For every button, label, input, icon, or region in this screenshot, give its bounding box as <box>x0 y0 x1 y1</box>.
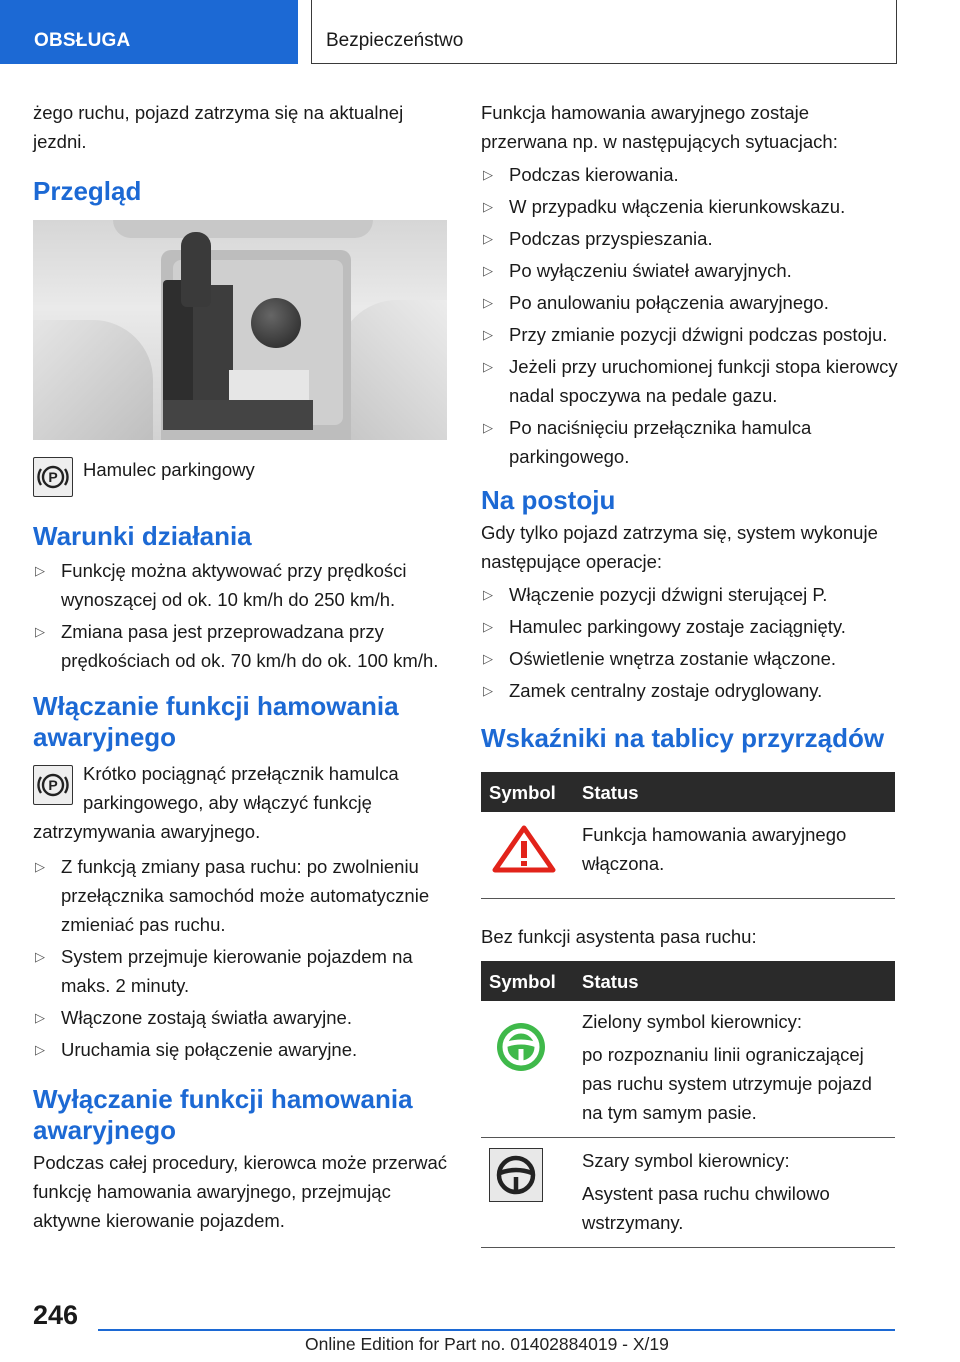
section-label: OBSŁUGA <box>34 30 131 51</box>
list-item: ▷ Z funkcją zmiany pasa ruchu: po zwolnieniu przełącznika samochód może automatycznie zmieniać pas ruchu. <box>33 852 451 939</box>
triangle-right-icon: ▷ <box>35 563 45 578</box>
status-cell <box>582 1138 895 1248</box>
status-line-2: Asystent pasa ruchu chwilowo wstrzymany. <box>582 1183 830 1233</box>
status-header: Status <box>582 772 895 812</box>
warning-triangle-icon <box>491 824 557 874</box>
list-item: ▷ Zmiana pasa jest przeprowadzana przy prędkościach od ok. 70 km/h do ok. 100 km/h. <box>33 617 451 675</box>
edition-text: Online Edition for Part no. 01402884019 - X/19 <box>305 1334 669 1354</box>
list-item: ▷ Podczas kierowania. <box>481 160 899 189</box>
list-item: ▷ Włączone zostają światła awaryjne. <box>33 1003 451 1032</box>
table-row <box>481 1001 895 1138</box>
triangle-right-icon: ▷ <box>483 420 493 435</box>
triangle-right-icon: ▷ <box>35 1010 45 1025</box>
triangle-right-icon: ▷ <box>483 327 493 342</box>
list-item: ▷ Uruchamia się połączenie awaryjne. <box>33 1035 451 1064</box>
triangle-right-icon: ▷ <box>35 624 45 639</box>
disable-text: Podczas całej procedury, kierowca może przerwać funkcję hamowania awaryjnego, przejmując aktywne kierowanie pojazdem. <box>33 1152 448 1231</box>
status-header: Status <box>582 961 895 1001</box>
svg-text:P: P <box>48 469 58 485</box>
chapter-label: Bezpieczeństwo <box>326 30 464 51</box>
list-item: ▷ Po anulowaniu połączenia awaryjnego. <box>481 288 899 317</box>
triangle-right-icon: ▷ <box>483 619 493 634</box>
conditions-list <box>33 556 451 675</box>
triangle-right-icon: ▷ <box>483 263 493 278</box>
list-item: ▷ Podczas przyspieszania. <box>481 224 899 253</box>
table-row <box>481 1138 895 1248</box>
standstill-text: Gdy tylko pojazd zatrzyma się, system wykonuje następujące operacje: <box>481 522 878 572</box>
overview-heading: Przegląd <box>33 176 142 206</box>
photo-caption-row <box>33 457 451 501</box>
list-item: ▷ Funkcję można aktywować przy prędkości wynoszącej od ok. 10 km/h do 250 km/h. <box>33 556 451 614</box>
indicators-heading: Wskaźniki na tablicy przyrządów <box>481 723 885 753</box>
list-item: ▷ Po wyłączeniu świateł awaryjnych. <box>481 256 899 285</box>
standstill-list <box>481 580 899 705</box>
intro-text: żego ruchu, pojazd zatrzyma się na aktualnej jezdni. <box>33 102 404 152</box>
symbol-header: Symbol <box>481 772 582 812</box>
status-line-1: Zielony symbol kierownicy: <box>582 1011 803 1032</box>
parking-brake-icon <box>33 765 73 805</box>
status-cell: Funkcja hamowania awaryjnego włączona. <box>582 812 895 899</box>
status-cell <box>582 1001 895 1138</box>
list-item: ▷ Jeżeli przy uruchomionej funkcji stopa kierowcy nadal spoczywa na pedale gazu. <box>481 352 899 410</box>
right-column <box>481 98 899 1248</box>
photo-caption: Hamulec parkingowy <box>83 459 255 480</box>
interrupt-intro: Funkcja hamowania awaryjnego zostaje przerwana np. w następujących sytuacjach: <box>481 102 838 152</box>
page-number: 246 <box>33 1300 79 1330</box>
triangle-right-icon: ▷ <box>483 651 493 666</box>
triangle-right-icon: ▷ <box>483 231 493 246</box>
triangle-right-icon: ▷ <box>483 167 493 182</box>
footer-divider <box>98 1329 895 1331</box>
conditions-heading: Warunki działania <box>33 521 252 551</box>
status-line-1: Szary symbol kierownicy: <box>582 1150 790 1171</box>
svg-text:P: P <box>48 777 58 793</box>
standstill-heading: Na postoju <box>481 485 616 515</box>
section-tab <box>0 0 298 64</box>
enable-text: Krótko pociągnąć przełącznik hamulca parkingowego, aby włączyć funkcję zatrzymywania awaryjnego. <box>33 763 399 842</box>
indicator-table <box>481 772 895 899</box>
disable-heading: Wyłączanie funkcji hamowania awaryjnego <box>33 1084 413 1145</box>
enable-list <box>33 852 451 1064</box>
symbol-cell <box>481 812 582 899</box>
enable-heading: Włączanie funkcji hamowania awaryjnego <box>33 691 399 752</box>
triangle-right-icon: ▷ <box>35 949 45 964</box>
list-item: ▷ Przy zmianie pozycji dźwigni podczas postoju. <box>481 320 899 349</box>
list-item: ▷ System przejmuje kierowanie pojazdem na maks. 2 minuty. <box>33 942 451 1000</box>
symbol-cell <box>481 1138 582 1248</box>
list-item: ▷ Włączenie pozycji dźwigni sterującej P. <box>481 580 899 609</box>
center-console-photo <box>33 220 447 440</box>
chapter-tab <box>311 0 897 64</box>
status-line-2: po rozpoznaniu linii ograniczającej pas ruchu system utrzymuje pojazd na tym samym pasie. <box>582 1044 872 1123</box>
triangle-right-icon: ▷ <box>483 295 493 310</box>
list-item: ▷ Oświetlenie wnętrza zostanie włączone. <box>481 644 899 673</box>
steering-wheel-green-icon <box>493 1019 549 1075</box>
table-row <box>481 812 895 899</box>
steering-wheel-gray-icon <box>489 1148 543 1202</box>
symbol-cell <box>481 1001 582 1138</box>
symbol-header: Symbol <box>481 961 582 1001</box>
lane-assist-table <box>481 961 895 1248</box>
list-item: ▷ Zamek centralny zostaje odryglowany. <box>481 676 899 705</box>
left-column <box>33 98 451 1235</box>
interrupt-list <box>481 160 899 471</box>
list-item: ▷ W przypadku włączenia kierunkowskazu. <box>481 192 899 221</box>
parking-brake-icon <box>33 457 73 497</box>
no-lane-assist-text: Bez funkcji asystenta pasa ruchu: <box>481 926 757 947</box>
triangle-right-icon: ▷ <box>35 1042 45 1057</box>
triangle-right-icon: ▷ <box>35 859 45 874</box>
triangle-right-icon: ▷ <box>483 359 493 374</box>
enable-instruction <box>33 759 451 846</box>
list-item: ▷ Po naciśnięciu przełącznika hamulca parkingowego. <box>481 413 899 471</box>
list-item: ▷ Hamulec parkingowy zostaje zaciągnięty. <box>481 612 899 641</box>
triangle-right-icon: ▷ <box>483 587 493 602</box>
triangle-right-icon: ▷ <box>483 199 493 214</box>
triangle-right-icon: ▷ <box>483 683 493 698</box>
